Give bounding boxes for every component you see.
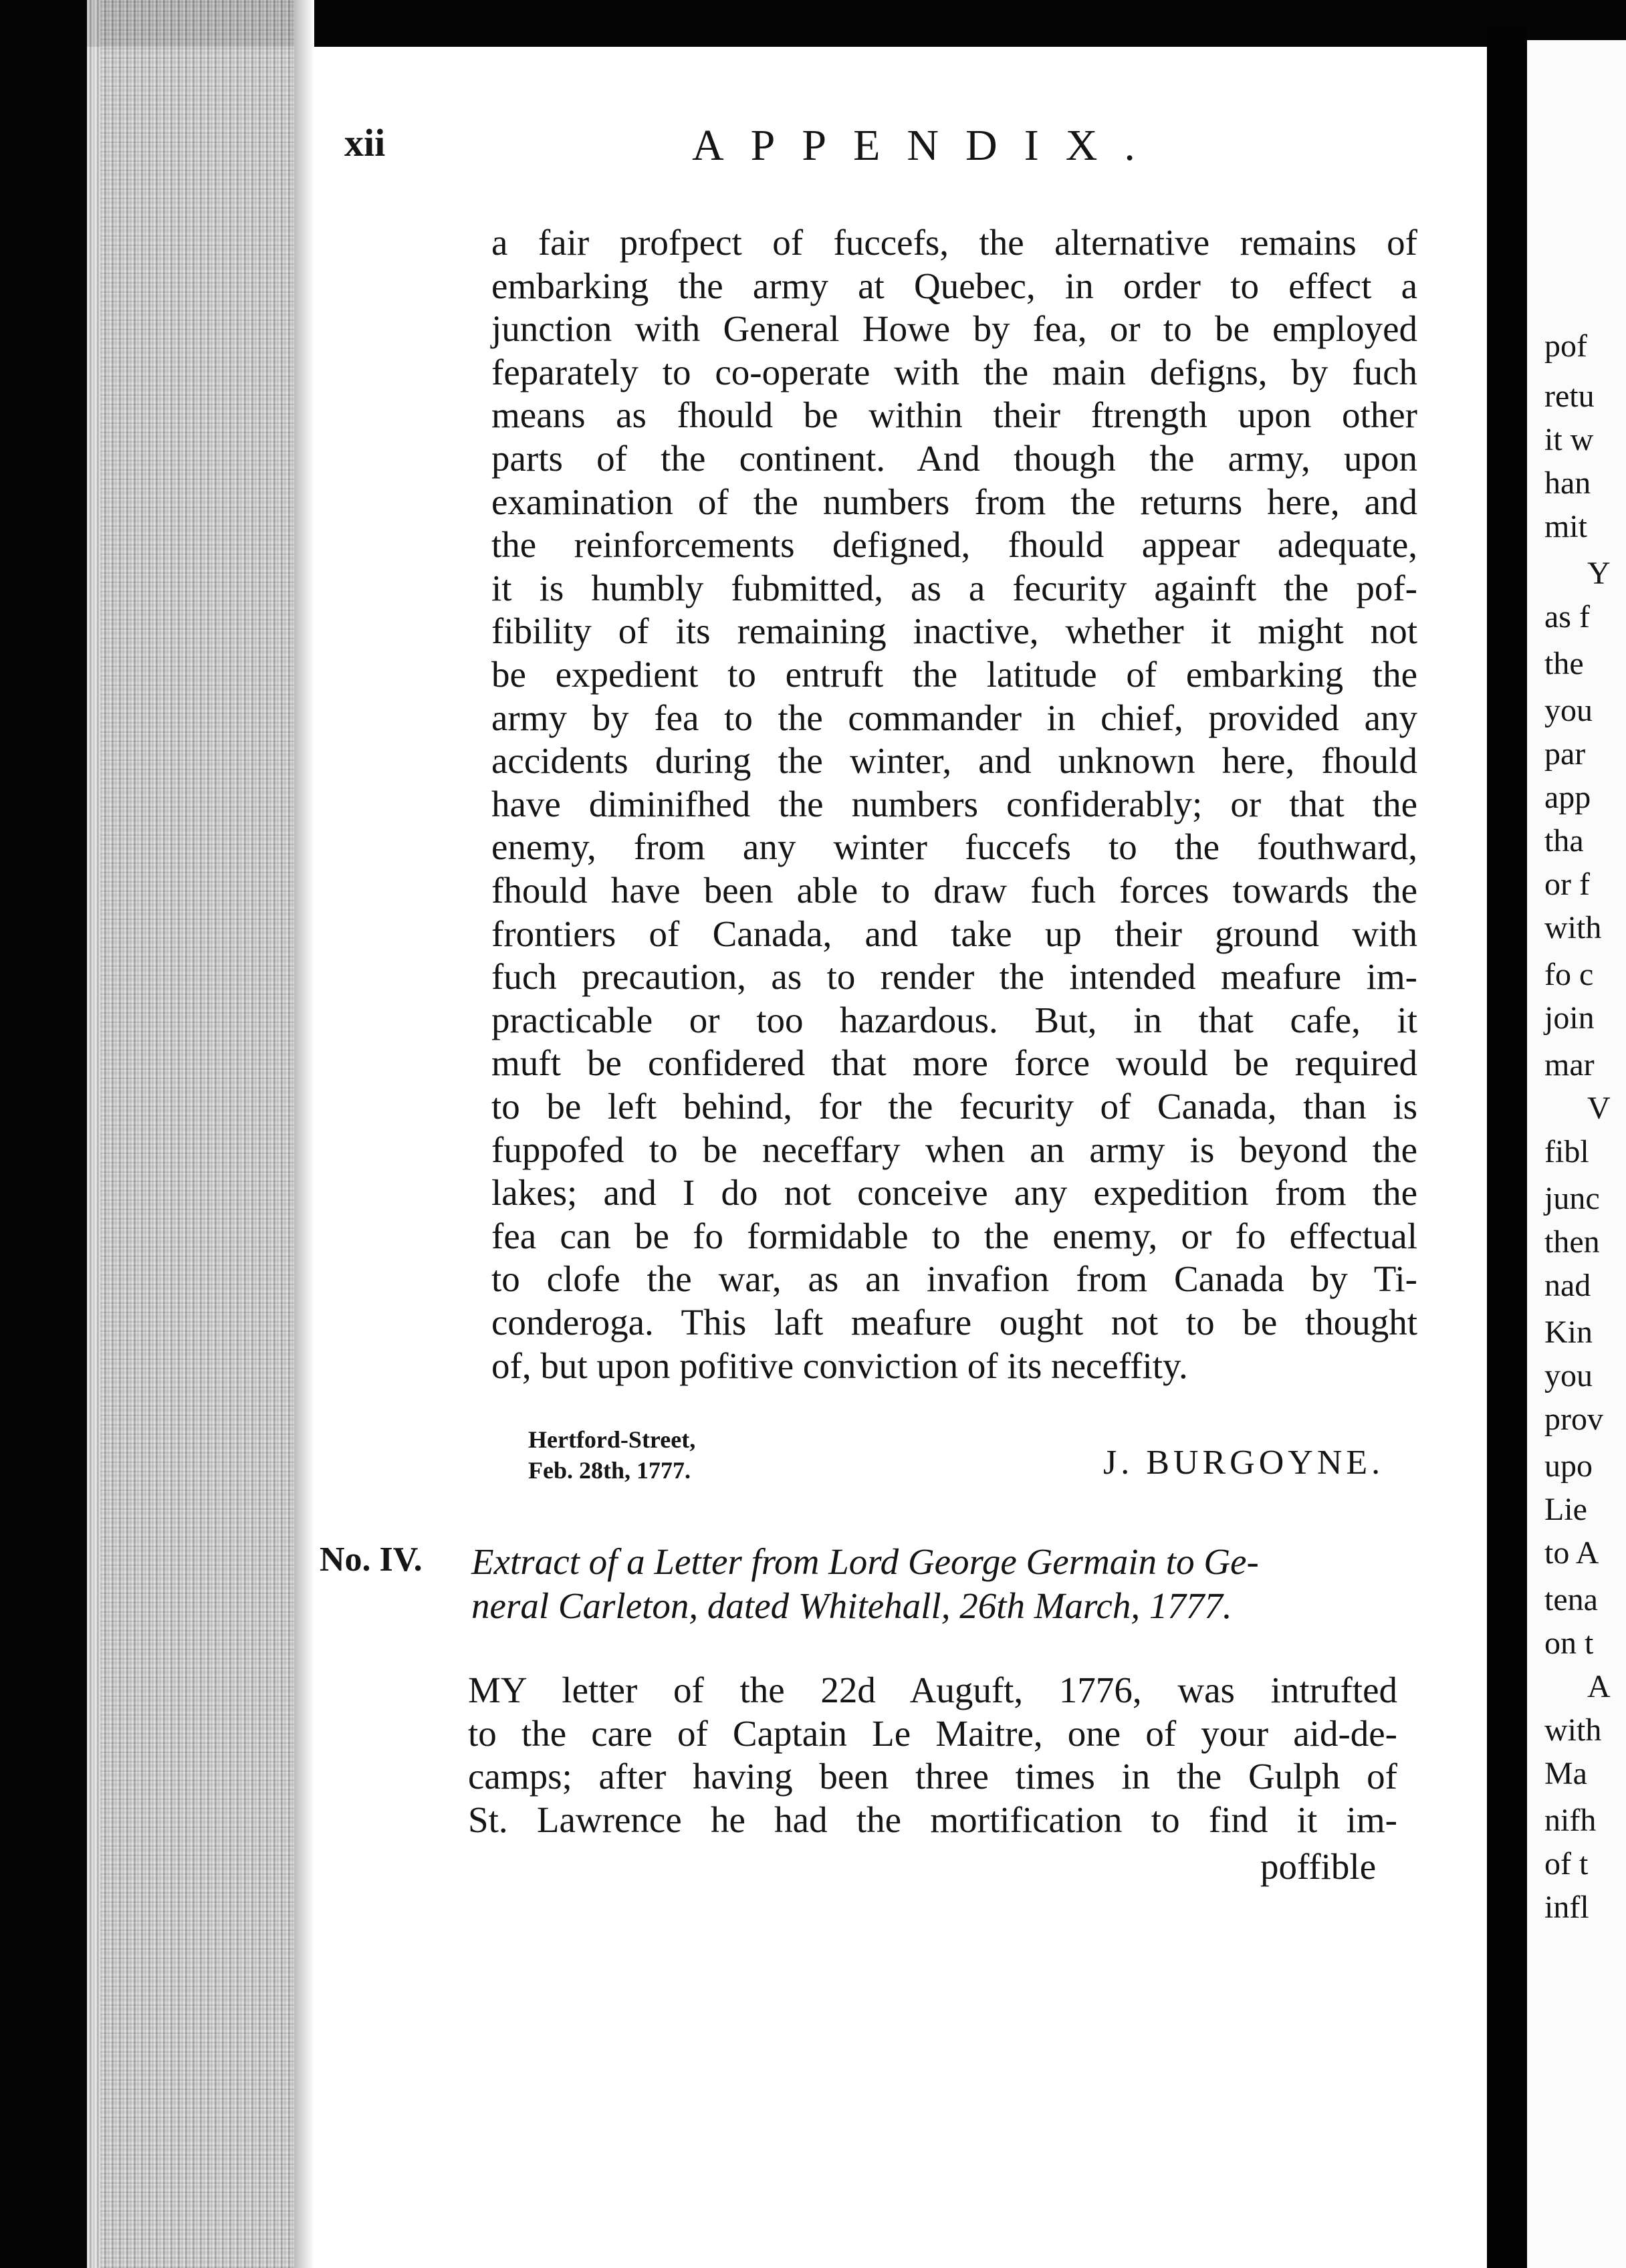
book-gutter: [1487, 27, 1527, 2268]
document-body-line: camps; after having been three times in the Gulph of: [468, 1756, 1397, 1797]
body-line: army by fea to the commander in chief, provided any: [491, 697, 1417, 738]
body-line: it is humbly fubmitted, as a fecurity againft the pof-: [491, 567, 1417, 608]
running-head: [344, 120, 1414, 194]
facing-page-fragment: Kin: [1544, 1315, 1593, 1350]
body-line: to clofe the war, as an invafion from Canada by Ti-: [491, 1258, 1417, 1300]
body-line: be expedient to entruft the latitude of embarking the: [491, 654, 1417, 695]
facing-page-fragment: to A: [1544, 1535, 1599, 1571]
facing-page-fragment: as f: [1544, 599, 1590, 635]
body-line: the reinforcements defigned, fhould appear adequate,: [491, 524, 1417, 566]
body-line: means as fhould be within their ftrength upon other: [491, 394, 1417, 436]
facing-page-fragment: you: [1544, 693, 1593, 728]
body-line: of, but upon pofitive conviction of its neceffity.: [491, 1345, 1188, 1386]
scan-border-top-right: [1527, 0, 1626, 40]
facing-page-fragment: tha: [1544, 823, 1584, 859]
facing-page-fragment: prov: [1544, 1401, 1603, 1437]
page-number: xii: [344, 121, 386, 164]
document-body-line: St. Lawrence he had the mortification to find it im-: [468, 1799, 1397, 1840]
body-line: to be left behind, for the fecurity of Canada, than is: [491, 1086, 1417, 1127]
facing-page-fragment: Ma: [1544, 1756, 1587, 1791]
facing-page-fragment: mit: [1544, 509, 1588, 544]
page-edges-texture: [100, 0, 301, 2268]
facing-page-fragment: it w: [1544, 422, 1594, 457]
document-title-line1: [471, 1540, 1411, 1584]
body-line: lakes; and I do not conceive any expedition from the: [491, 1172, 1417, 1214]
facing-page-fragment: tena: [1544, 1582, 1598, 1617]
facing-page-fragment: on t: [1544, 1625, 1594, 1661]
body-line: enemy, from any winter fuccefs to the fouthward,: [491, 826, 1417, 868]
document-title-line2: [471, 1584, 1411, 1628]
facing-page-fragment: pof: [1544, 328, 1587, 364]
body-line: practicable or too hazardous. But, in that cafe, it: [491, 999, 1417, 1040]
page-shadow: [294, 0, 314, 2268]
body-line: accidents during the winter, and unknown here, fhould: [491, 740, 1417, 782]
facing-page-fragment: of t: [1544, 1846, 1589, 1882]
body-line: a fair profpect of fuccefs, the alternative remains of: [491, 222, 1417, 263]
facing-page: [1527, 40, 1626, 2268]
facing-page-fragment: nifh: [1544, 1803, 1597, 1838]
facing-page-fragment: mar: [1544, 1047, 1595, 1083]
body-line: examination of the numbers from the returns here, and: [491, 481, 1417, 522]
facing-page-fragment: junc: [1544, 1181, 1600, 1216]
facing-page-fragment: app: [1544, 780, 1591, 815]
body-line: fhould have been able to draw fuch forces towards the: [491, 870, 1417, 911]
catchword: poffible: [1260, 1846, 1377, 1887]
body-line: have diminifhed the numbers confiderably; or that the: [491, 783, 1417, 824]
facing-page-fragment: nad: [1544, 1268, 1591, 1303]
body-line: fea can be fo formidable to the enemy, or fo effectual: [491, 1215, 1417, 1256]
running-title: APPENDIX.: [692, 121, 1162, 170]
document-body-line: MY letter of the 22d Auguft, 1776, was intrufted: [468, 1670, 1397, 1710]
signature-place-line1: Hertford-Street,: [528, 1426, 696, 1453]
facing-page-fragment: han: [1544, 465, 1591, 501]
signature-place-line2: Feb. 28th, 1777.: [528, 1457, 691, 1484]
facing-page-fragment: fo c: [1544, 957, 1594, 992]
body-line: feparately to co-operate with the main defigns, by fuch: [491, 351, 1417, 392]
facing-page-fragment: Lie: [1544, 1492, 1587, 1527]
document-number: No. IV.: [320, 1541, 423, 1579]
body-line: fibility of its remaining inactive, whether it might not: [491, 610, 1417, 652]
body-line: conderoga. This laft meafure ought not to be thought: [491, 1302, 1417, 1343]
facing-page-fragment: with: [1544, 1712, 1602, 1748]
facing-page-fragment: you: [1544, 1358, 1593, 1393]
facing-page-fragment: upo: [1544, 1448, 1593, 1484]
facing-page-fragment: Y: [1587, 556, 1611, 591]
body-line: junction with General Howe by fea, or to be employed: [491, 308, 1417, 350]
body-line: frontiers of Canada, and take up their ground with: [491, 913, 1417, 954]
facing-page-fragment: V: [1587, 1091, 1611, 1126]
signature-place: [528, 1424, 695, 1486]
scan-border-left: [0, 0, 87, 2268]
facing-page-fragment: or f: [1544, 867, 1590, 902]
facing-page-fragment: then: [1544, 1224, 1600, 1260]
document-body-line: to the care of Captain Le Maitre, one of your aid-de-: [468, 1712, 1397, 1754]
facing-page-fragment: with: [1544, 910, 1602, 945]
facing-page-fragment: the: [1544, 646, 1584, 681]
facing-page-fragment: fibl: [1544, 1134, 1589, 1169]
body-line: parts of the continent. And though the army, upon: [491, 438, 1417, 479]
facing-page-fragment: retu: [1544, 378, 1595, 414]
facing-page-fragment: par: [1544, 736, 1586, 772]
signature-name: J. BURGOYNE.: [1103, 1444, 1385, 1482]
body-line: embarking the army at Quebec, in order to effect a: [491, 265, 1417, 306]
body-line: fuch precaution, as to render the intended meafure im-: [491, 956, 1417, 998]
facing-page-fragment: infl: [1544, 1890, 1589, 1925]
facing-page-fragment: join: [1544, 1000, 1595, 1036]
body-line: muft be confidered that more force would be required: [491, 1042, 1417, 1084]
body-line: fuppofed to be neceffary when an army is beyond the: [491, 1129, 1417, 1170]
title-part: neral Carleton, dated Whitehall, 26th March, 1777.: [471, 1585, 1232, 1626]
title-part: Extract of a Letter from Lord George Germain to Ge-: [471, 1541, 1259, 1582]
facing-page-fragment: A: [1587, 1669, 1611, 1704]
